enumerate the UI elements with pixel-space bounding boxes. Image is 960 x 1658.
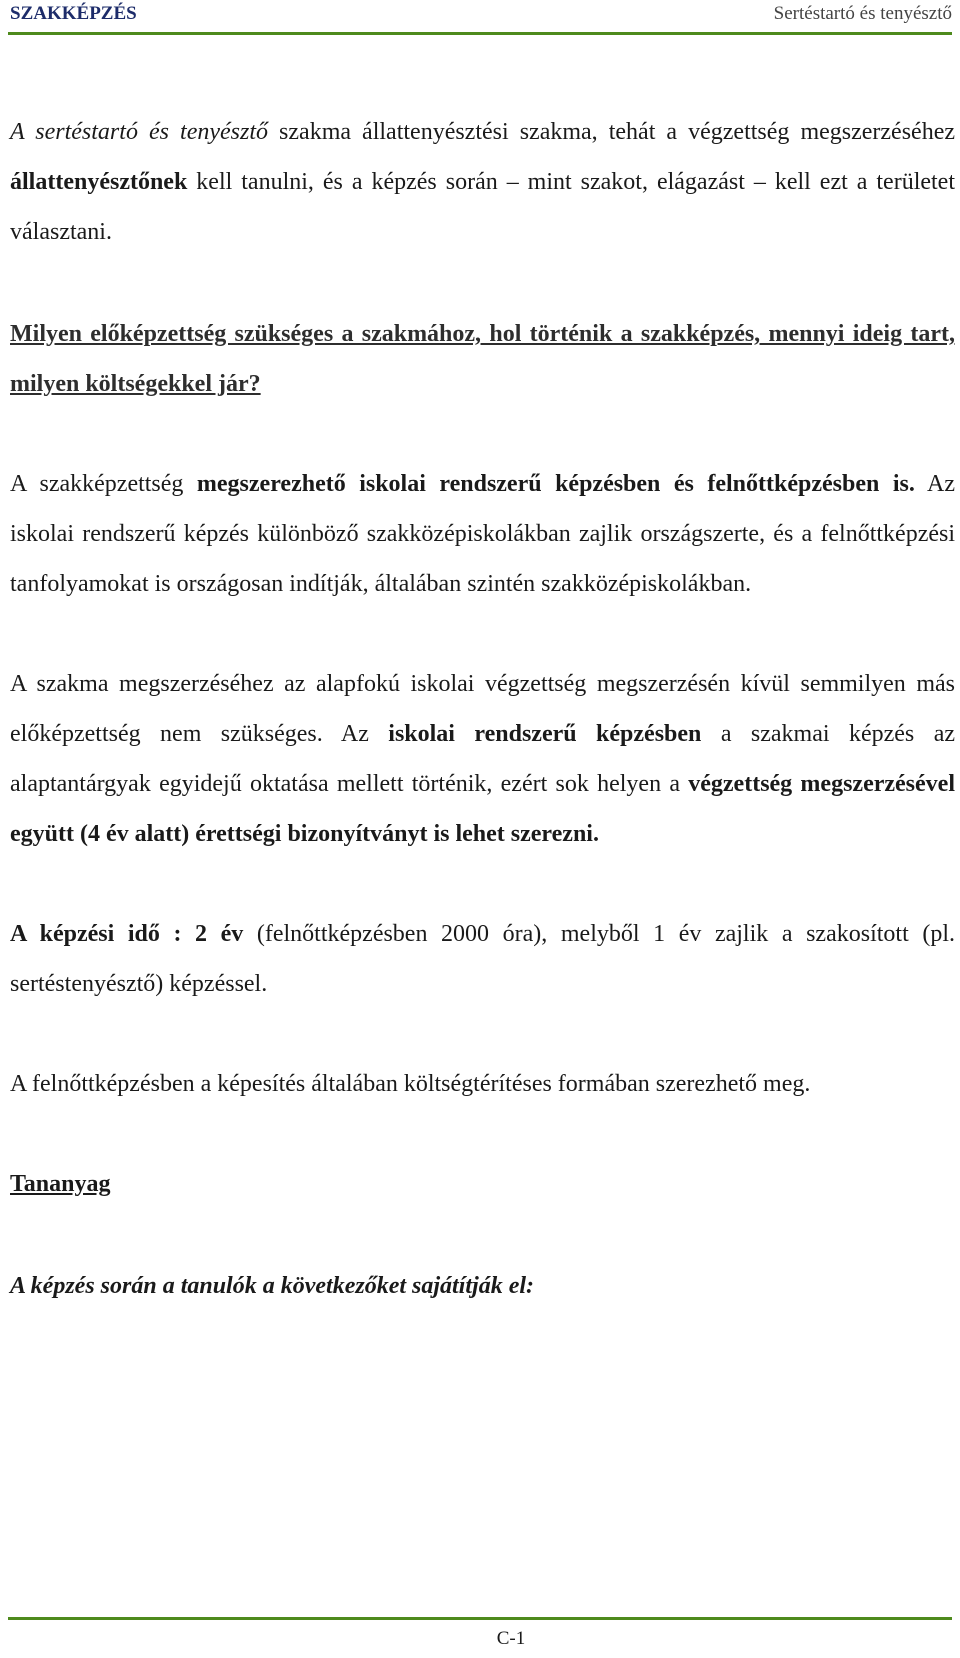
emphasis-text: A képzési idő : 2 év — [10, 921, 244, 947]
question-heading: Milyen előképzettség szükséges a szakmához, hol történik a szakképzés, mennyi ideig tart, milyen költségekkel jár? — [10, 321, 955, 397]
curriculum-intro: A képzés során a tanulók a következőket sajátítják el: — [10, 1273, 535, 1299]
paragraph-text: kell tanulni, és a képzés során – mint szakot, elágazást – kell ezt a területet választani. — [10, 169, 955, 245]
document-body — [10, 107, 955, 1311]
emphasis-text: állattenyésztőnek — [10, 169, 188, 195]
paragraph-text: A szakma megszerzéséhez az alapfokú iskolai végzettség megszerzésén kívül semmilyen más előképzettség nem szükséges. Az — [10, 671, 955, 747]
header-section-title: SZAKKÉPZÉS — [10, 3, 137, 24]
page-number: C-1 — [496, 1628, 526, 1649]
paragraph-intro — [10, 107, 955, 257]
paragraph-text: A szakképzettség — [10, 471, 197, 497]
profession-name: A sertéstartó és tenyésztő — [10, 119, 268, 145]
paragraph-text: Az iskolai rendszerű képzés különböző szakközépiskolákban zajlik országszerte, és a felnőttképzési tanfolyamokat is országosan indítják, általában szintén szakközépiskolákban. — [10, 471, 955, 597]
emphasis-text: iskolai rendszerű képzésben — [388, 721, 702, 747]
paragraph-text: a szakmai képzés az alaptantárgyak egyidejű oktatása mellett történik, ezért sok helyen a — [10, 721, 955, 797]
emphasis-text: megszerezhető iskolai rendszerű képzésben és felnőttképzésben is. — [196, 471, 915, 497]
emphasis-text: végzettség megszerzésével együtt (4 év alatt) érettségi bizonyítványt is lehet szerezni. — [10, 771, 955, 847]
paragraph-text: (felnőttképzésben 2000 óra), melyből 1 év zajlik a szakosított (pl. sertéstenyésztő) képzéssel. — [10, 921, 955, 997]
paragraph-prerequisites — [10, 659, 955, 859]
page-header — [8, 0, 952, 35]
paragraph-training-forms — [10, 459, 955, 609]
header-document-title: Sertéstartó és tenyésztő — [773, 3, 952, 24]
section-heading-tananyag: Tananyag — [10, 1171, 111, 1197]
paragraph-costs: A felnőttképzésben a képesítés általában költségtérítéses formában szerezhető meg. — [10, 1071, 811, 1097]
paragraph-text: szakma állattenyésztési szakma, tehát a végzettség megszerzéséhez — [268, 119, 955, 145]
paragraph-duration — [10, 909, 955, 1009]
page-footer — [8, 1617, 952, 1650]
